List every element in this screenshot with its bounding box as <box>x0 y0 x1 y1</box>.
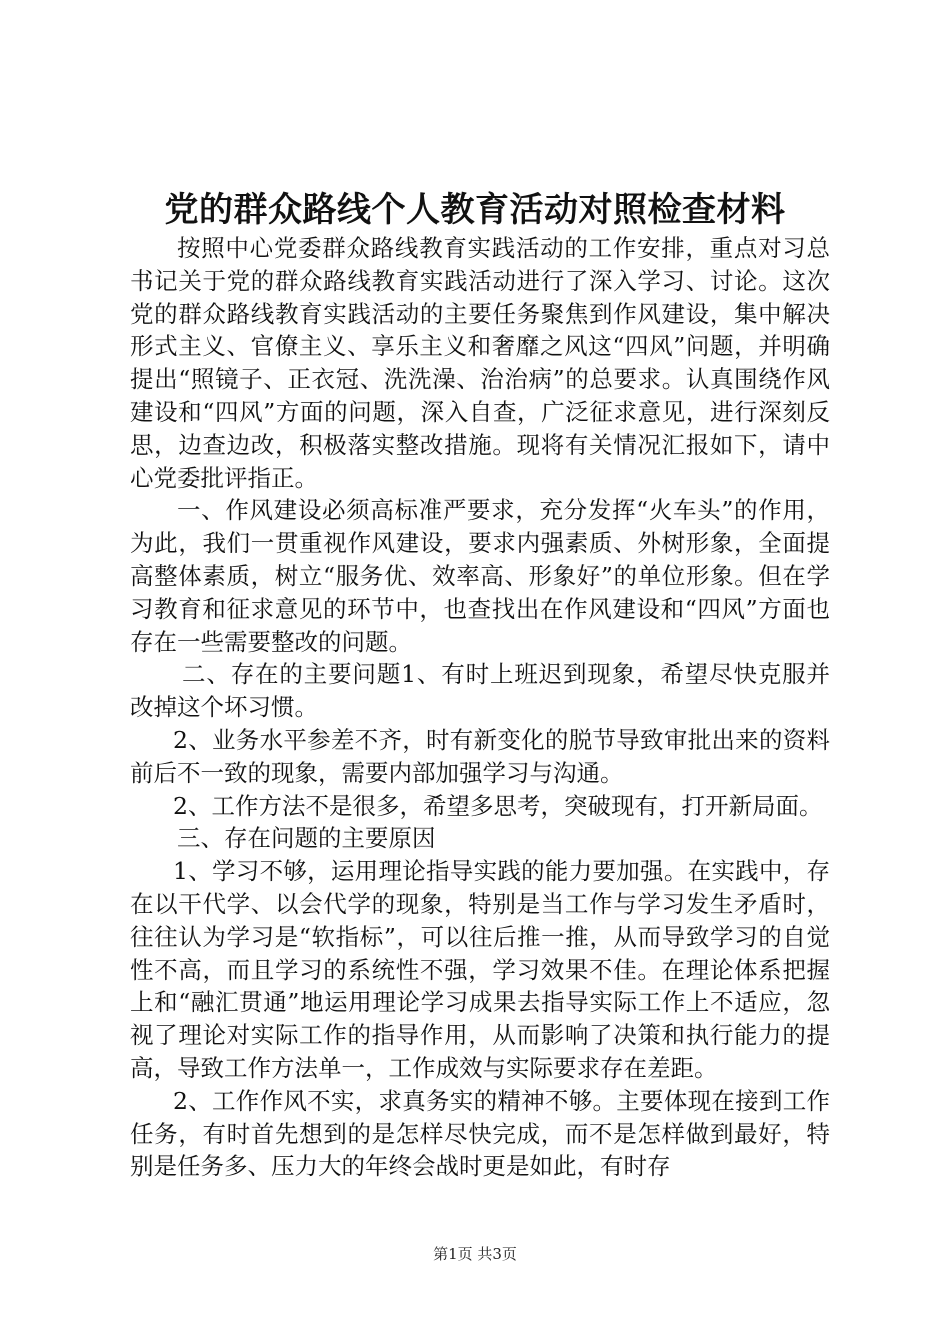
paragraph-cause-2: 2、工作作风不实，求真务实的精神不够。主要体现在接到工作任务，有时首先想到的是怎样尽快完成，而不是怎样做到最好，特别是任务多、压力大的年终会战时更是如此，有时存 <box>130 1086 830 1181</box>
page-footer: 第1页 共3页 <box>433 1245 517 1263</box>
paragraph-problem-2a: 2、业务水平参差不齐，时有新变化的脱节导致审批出来的资料前后不一致的现象，需要内部加强学习与沟通。 <box>130 725 830 787</box>
paragraph-section-one: 一、作风建设必须高标准严要求，充分发挥“火车头”的作用，为此，我们一贯重视作风建设，要求内强素质、外树形象，全面提高整体素质，树立“服务优、效率高、形象好”的单位形象。但在学习教育和征求意见的环节中，也查找出在作风建设和“四风”方面也存在一些需要整改的问题。 <box>130 496 830 656</box>
document-title: 党的群众路线个人教育活动对照检查材料 <box>164 190 786 230</box>
paragraph-cause-1: 1、学习不够，运用理论指导实践的能力要加强。在实践中，存在以干代学、以会代学的现象，特别是当工作与学习发生矛盾时，往往认为学习是“软指标”，可以往后推一推，从而导致学习的自觉性不高，而且学习的系统性不强，学习效果不佳。在理论体系把握上和“融汇贯通”地运用理论学习成果去指导实际工作上不适应，忽视了理论对实际工作的指导作用，从而影响了决策和执行能力的提高，导致工作方法单一，工作成效与实际要求存在差距。 <box>130 857 830 1082</box>
paragraph-section-three-heading: 三、存在问题的主要原因 <box>177 824 436 853</box>
paragraph-problem-2b: 2、工作方法不是很多，希望多思考，突破现有，打开新局面。 <box>173 791 823 820</box>
paragraph-intro: 按照中心党委群众路线教育实践活动的工作安排，重点对习总书记关于党的群众路线教育实践活动进行了深入学习、讨论。这次党的群众路线教育实践活动的主要任务聚焦到作风建设，集中解决形式主义、官僚主义、享乐主义和奢靡之风这“四风”问题，并明确提出“照镜子、正衣冠、洗洗澡、治治病”的总要求。认真围绕作风建设和“四风”方面的问题，深入自查，广泛征求意见，进行深刻反思，边查边改，积极落实整改措施。现将有关情况汇报如下，请中心党委批评指正。 <box>130 234 830 492</box>
document-body <box>130 232 830 1183</box>
paragraph-section-two: 二、存在的主要问题1、有时上班迟到现象，希望尽快克服并改掉这个坏习惯。 <box>130 660 830 722</box>
